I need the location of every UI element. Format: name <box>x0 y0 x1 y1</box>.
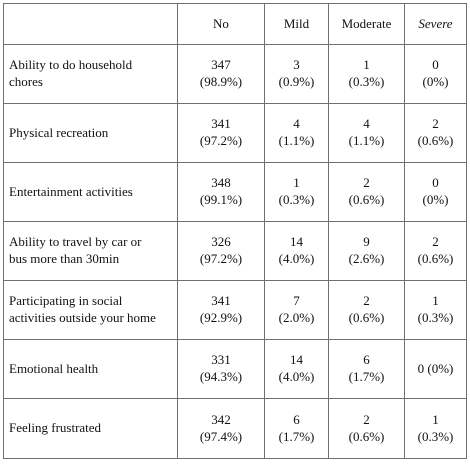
row-label <box>4 163 178 222</box>
row-label-line: chores <box>9 74 43 89</box>
cell-severe <box>405 399 467 459</box>
percent-value: (0%) <box>422 74 449 89</box>
header-mild: Mild <box>265 4 329 45</box>
count-value: 1 <box>363 57 370 73</box>
cell-moderate <box>329 281 405 340</box>
count-value: 7 <box>293 293 300 309</box>
count-value: 0 <box>432 175 439 191</box>
cell-no <box>178 104 265 163</box>
cell-no <box>178 163 265 222</box>
count-value: 4 <box>293 116 300 132</box>
header-row <box>4 4 467 45</box>
percent-value: (1.1%) <box>278 133 315 148</box>
percent-value: (2.6%) <box>348 251 385 266</box>
row-label <box>4 399 178 459</box>
row-label-line: Ability to travel by car or <box>9 234 142 250</box>
percent-value: (94.3%) <box>199 369 243 384</box>
row-label <box>4 222 178 281</box>
row-label-line: bus more than 30min <box>9 251 120 266</box>
cell-mild <box>265 163 329 222</box>
table-row <box>4 104 467 163</box>
percent-value: (97.2%) <box>199 251 243 266</box>
table-row <box>4 281 467 340</box>
cell-mild <box>265 104 329 163</box>
cell-mild <box>265 45 329 104</box>
count-value: 331 <box>211 352 231 368</box>
row-label <box>4 281 178 340</box>
cell-severe <box>405 163 467 222</box>
percent-value: (1.7%) <box>278 428 315 444</box>
count-value: 0 <box>432 57 439 73</box>
cell-mild <box>265 399 329 459</box>
cell-mild <box>265 281 329 340</box>
cell-no <box>178 340 265 399</box>
table-row <box>4 222 467 281</box>
header-empty-cell <box>4 4 178 45</box>
count-value: 342 <box>211 411 231 427</box>
cell-severe <box>405 45 467 104</box>
cell-severe <box>405 340 467 399</box>
percent-value: (0.3%) <box>417 428 454 444</box>
percent-value: (0%) <box>422 192 449 207</box>
percent-value: (0.6%) <box>348 310 385 325</box>
percent-value: (0.3%) <box>348 74 385 89</box>
cell-moderate <box>329 340 405 399</box>
header-moderate: Moderate <box>329 4 405 45</box>
cell-no <box>178 45 265 104</box>
row-label-line: activities outside your home <box>9 310 156 325</box>
table-row <box>4 45 467 104</box>
cell-severe <box>405 222 467 281</box>
row-label <box>4 340 178 399</box>
count-value: 4 <box>363 116 370 132</box>
cell-moderate <box>329 163 405 222</box>
cell-no <box>178 399 265 459</box>
row-label <box>4 104 178 163</box>
row-label-line: Entertainment activities <box>9 183 133 199</box>
count-value: 2 <box>432 116 439 132</box>
header-no: No <box>178 4 265 45</box>
cell-moderate <box>329 399 405 459</box>
percent-value: (0.6%) <box>348 192 385 207</box>
percent-value: (0.6%) <box>417 133 454 148</box>
table-row <box>4 163 467 222</box>
count-value: 2 <box>432 234 439 250</box>
count-value: 341 <box>211 116 231 132</box>
count-value: 14 <box>290 234 303 250</box>
percent-value: (0.3%) <box>278 192 315 207</box>
percent-value: (97.2%) <box>199 133 243 148</box>
table-row <box>4 399 467 459</box>
row-label-line: Physical recreation <box>9 124 109 140</box>
count-value: 326 <box>211 234 231 250</box>
severity-table <box>3 3 467 459</box>
count-value: 2 <box>363 411 370 427</box>
percent-value: (98.9%) <box>199 74 243 89</box>
percent-value: (4.0%) <box>278 251 315 266</box>
percent-value: (4.0%) <box>278 369 315 384</box>
count-value: 0 (0%) <box>417 360 454 376</box>
count-value: 2 <box>363 293 370 309</box>
count-value: 14 <box>290 352 303 368</box>
cell-no <box>178 281 265 340</box>
cell-severe <box>405 281 467 340</box>
row-label-line: Participating in social <box>9 293 123 309</box>
cell-no <box>178 222 265 281</box>
count-value: 9 <box>363 234 370 250</box>
row-label <box>4 45 178 104</box>
percent-value: (97.4%) <box>199 428 243 444</box>
header-severe: Severe <box>405 4 467 45</box>
percent-value: (1.7%) <box>348 369 385 384</box>
count-value: 1 <box>293 175 300 191</box>
cell-mild <box>265 222 329 281</box>
count-value: 1 <box>432 411 439 427</box>
count-value: 348 <box>211 175 231 191</box>
cell-moderate <box>329 104 405 163</box>
row-label-line: Emotional health <box>9 360 99 376</box>
count-value: 3 <box>293 57 300 73</box>
cell-moderate <box>329 45 405 104</box>
count-value: 2 <box>363 175 370 191</box>
percent-value: (0.3%) <box>417 310 454 325</box>
row-label-line: Ability to do household <box>9 57 133 73</box>
count-value: 1 <box>432 293 439 309</box>
percent-value: (0.9%) <box>278 74 315 89</box>
count-value: 347 <box>211 57 231 73</box>
percent-value: (2.0%) <box>278 310 315 325</box>
cell-moderate <box>329 222 405 281</box>
count-value: 6 <box>363 352 370 368</box>
row-label-line: Feeling frustrated <box>9 420 102 436</box>
percent-value: (92.9%) <box>199 310 243 325</box>
table-row <box>4 340 467 399</box>
percent-value: (0.6%) <box>348 428 385 444</box>
cell-severe <box>405 104 467 163</box>
count-value: 341 <box>211 293 231 309</box>
percent-value: (0.6%) <box>417 251 454 266</box>
count-value: 6 <box>293 411 300 427</box>
percent-value: (1.1%) <box>348 133 385 148</box>
cell-mild <box>265 340 329 399</box>
percent-value: (99.1%) <box>199 192 243 207</box>
